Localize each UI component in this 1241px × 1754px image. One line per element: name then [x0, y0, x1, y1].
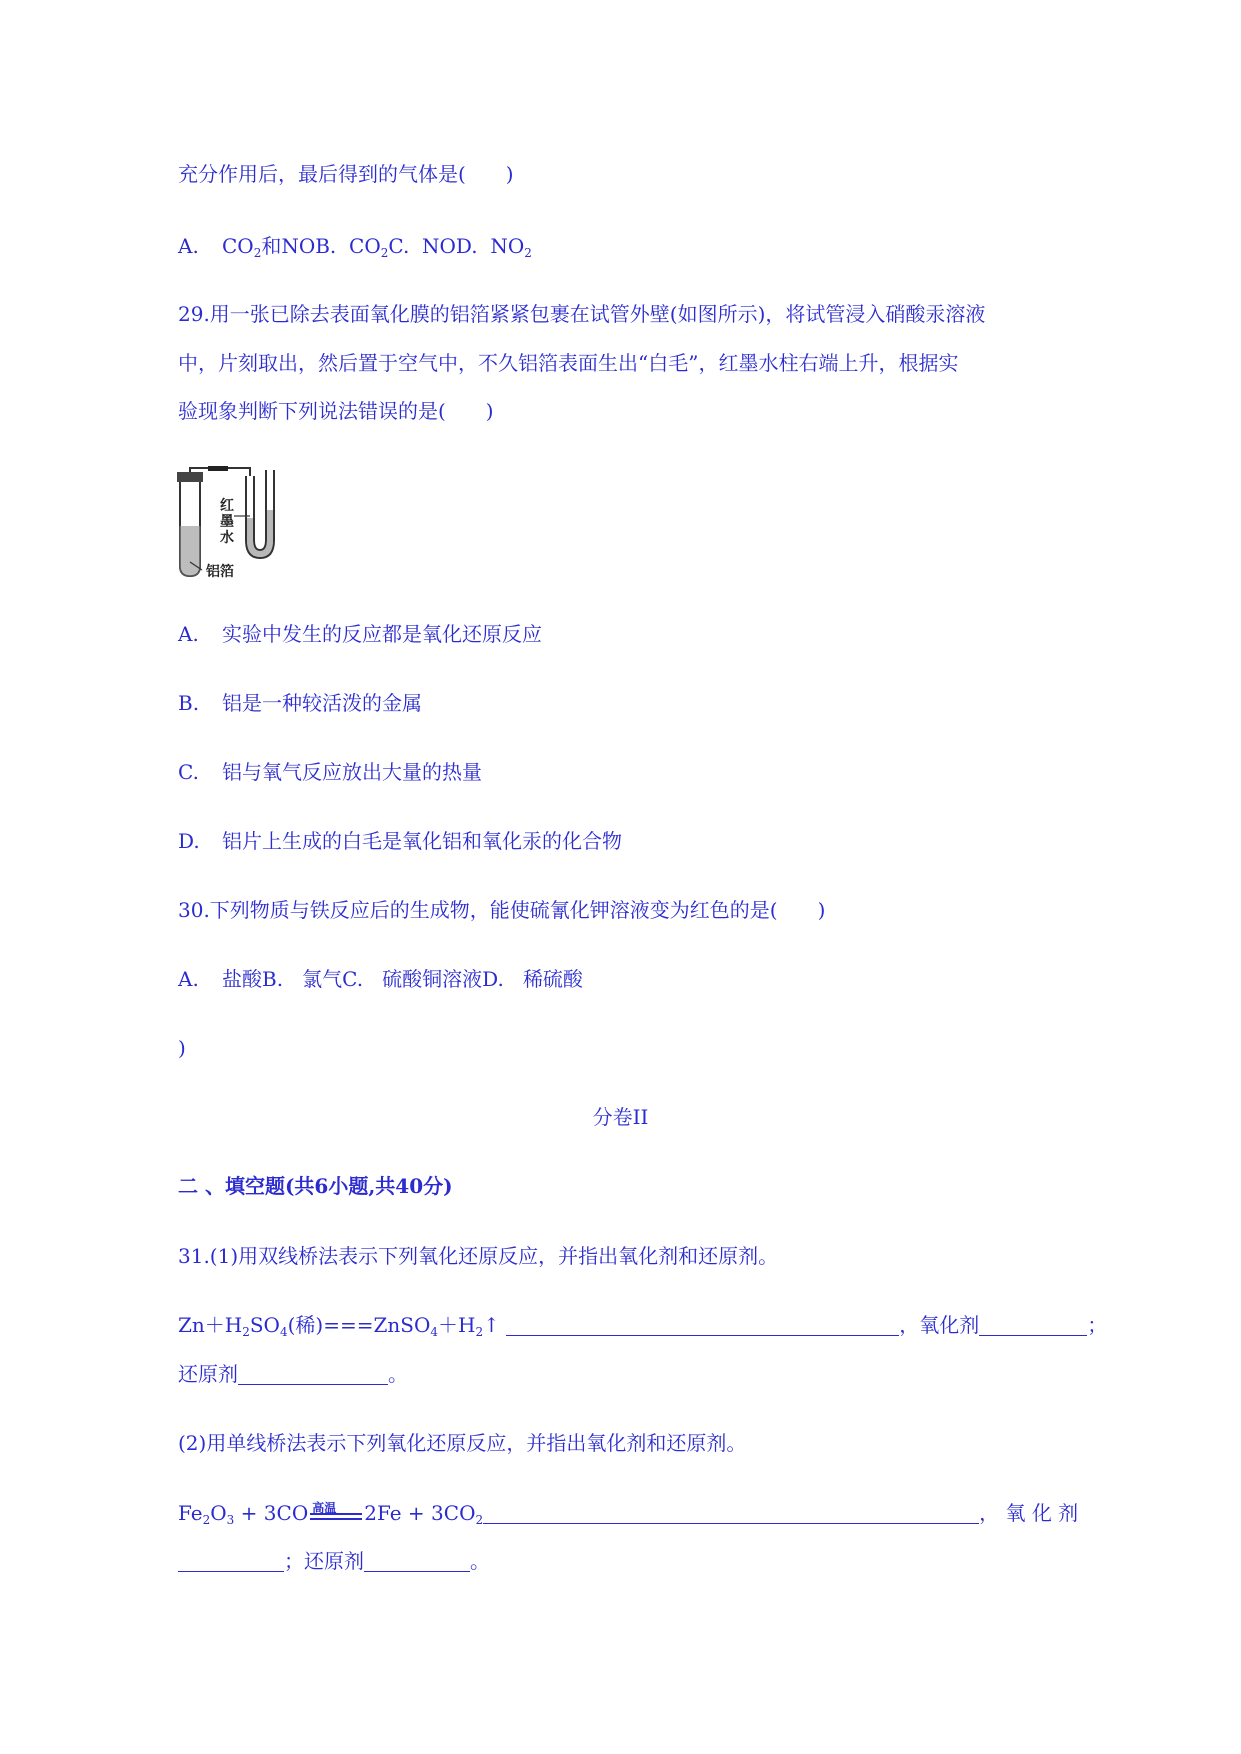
q29-stem-line3: 验现象判断下列说法错误的是( ): [178, 399, 494, 423]
q29-option-a: A. 实验中发生的反应都是氧化还原反应: [178, 622, 542, 646]
apparatus-figure: [174, 466, 286, 582]
reaction-condition: 高温: [308, 1500, 364, 1522]
answer-blank-bridge2[interactable]: [483, 1503, 979, 1524]
q28-options: A. $CO_2$和NOB. $CO_2C$. NOD. $NO_2$: [178, 234, 532, 260]
equation1: $Zn+H_2SO_4$(稀)$===ZnSO_4+H_2↑$: [178, 1313, 500, 1339]
stray-paren: ): [178, 1036, 186, 1060]
q31-reductant1-line: 还原剂 。: [178, 1362, 408, 1386]
figure-label-mo: 墨: [220, 514, 234, 530]
q29-stem-line2: 中，片刻取出，然后置于空气中，不久铝箔表面生出“白毛”，红墨水柱右端上升，根据实: [178, 351, 959, 375]
q29-option-b: B. 铝是一种较活泼的金属: [178, 691, 422, 715]
q31-part2-stem: (2)用单线桥法表示下列氧化还原反应，并指出氧化剂和还原剂。: [178, 1431, 747, 1455]
figure-label-shui: 水: [220, 530, 234, 546]
answer-blank-oxidant1[interactable]: [979, 1315, 1087, 1336]
section-heading: 二 、填空题(共6小题,共40分): [178, 1174, 453, 1198]
q31-equation1-line: $Zn+H_2SO_4$(稀)$===ZnSO_4+H_2↑$ ，氧化剂 ；: [178, 1313, 1108, 1339]
q31-blanks2-line: ；还原剂 。: [178, 1547, 490, 1575]
section-title: 分卷II: [592, 1105, 649, 1129]
answer-blank-bridge1[interactable]: [506, 1315, 899, 1336]
answer-blank-oxidant2[interactable]: [178, 1551, 284, 1572]
q30-stem: 30.下列物质与铁反应后的生成物，能使硫氰化钾溶液变为红色的是( ): [178, 898, 826, 922]
q28-stem-tail: 充分作用后，最后得到的气体是( ): [178, 162, 514, 186]
q29-option-d: D. 铝片上生成的白毛是氧化铝和氧化汞的化合物: [178, 829, 622, 853]
equation2: $Fe_2O_3 + 3CO$ 高温 $2Fe + 3CO_2$: [178, 1501, 484, 1527]
q29-stem-line1: 29.用一张已除去表面氧化膜的铝箔紧紧包裹在试管外壁(如图所示)，将试管浸入硝酸汞溶液: [178, 302, 986, 326]
q31-part1-stem: 31.(1)用双线桥法表示下列氧化还原反应，并指出氧化剂和还原剂。: [178, 1244, 779, 1268]
figure-label-hong: 红: [220, 498, 234, 514]
q29-option-c: C. 铝与氧气反应放出大量的热量: [178, 760, 482, 784]
figure-label-lvbo: 铝箔: [206, 564, 234, 580]
q30-options: A. 盐酸B. 氯气C. 硫酸铜溶液D. 稀硫酸: [178, 967, 583, 991]
answer-blank-reductant2[interactable]: [364, 1551, 470, 1572]
q31-equation2-line: $Fe_2O_3 + 3CO$ 高温 $2Fe + 3CO_2$ ， 氧 化 剂: [178, 1501, 1079, 1527]
answer-blank-reductant1[interactable]: [238, 1364, 388, 1385]
